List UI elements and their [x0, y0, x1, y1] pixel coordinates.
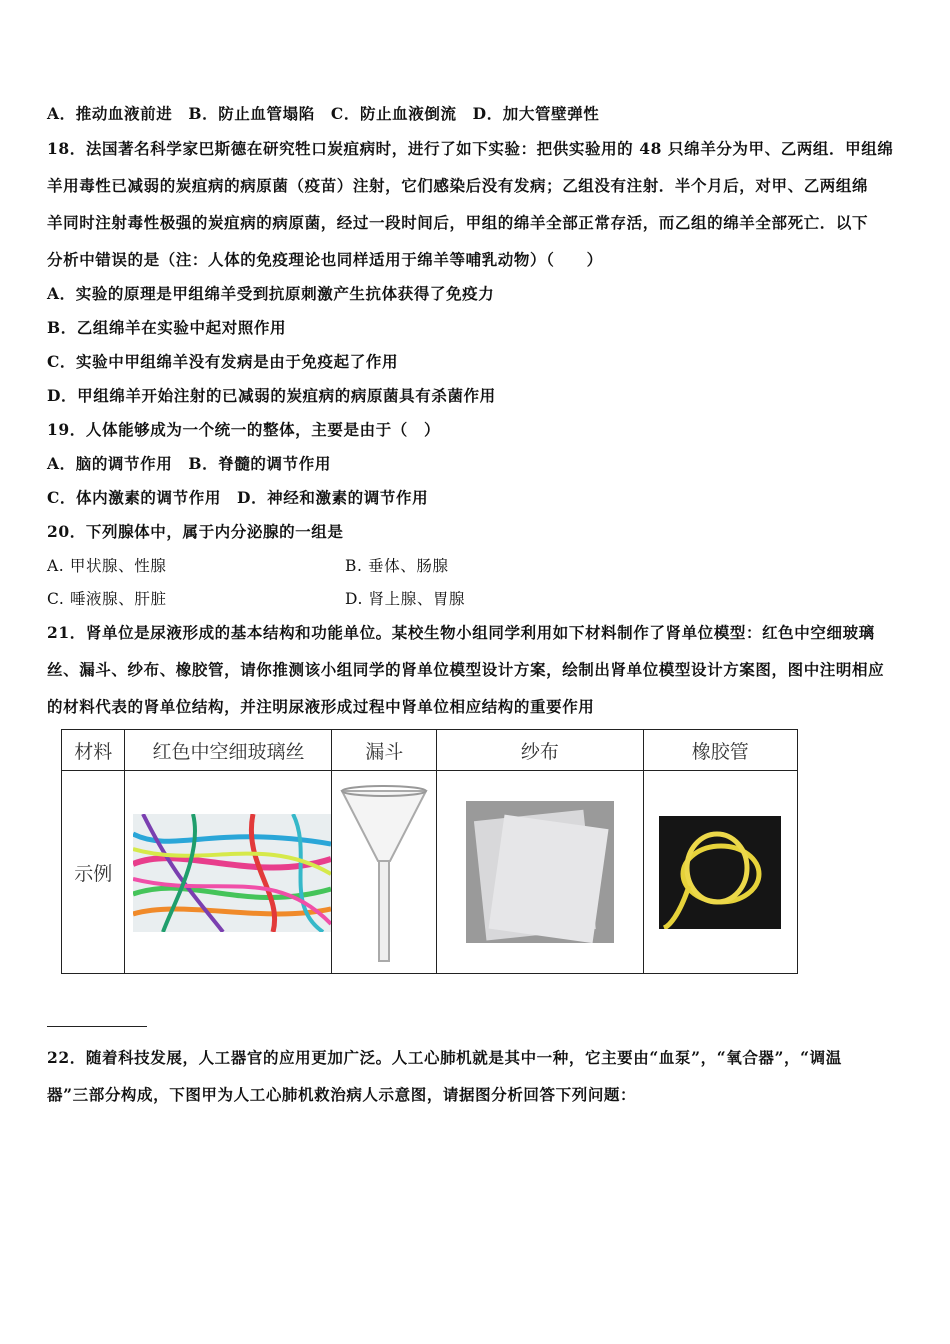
q18-stem-line-3: 羊同时注射毒性极强的炭疽病的病原菌，经过一段时间后，甲组的绵羊全部正常存活，而乙组的绵羊全部死亡．以下 [47, 213, 869, 232]
q19-options-line-1: A．脑的调节作用 B．脊髓的调节作用 [47, 454, 331, 473]
header-funnel: 漏斗 [332, 730, 437, 771]
q19-stem: 19．人体能够成为一个统一的整体，主要是由于（ ） [47, 420, 441, 439]
q17-options: A．推动血液前进 B．防止血管塌陷 C．防止血液倒流 D．加大管壁弹性 [47, 104, 600, 123]
q20-option-c: C. 唾液腺、肝脏 [47, 590, 167, 608]
materials-table [61, 729, 798, 974]
q18-stem-line-1: 18．法国著名科学家巴斯德在研究牲口炭疽病时，进行了如下实验：把供实验用的 48 只绵羊分为甲、乙两组．甲组绵 [47, 139, 894, 158]
q18-option-d: D．甲组绵羊开始注射的已减弱的炭疽病的病原菌具有杀菌作用 [47, 386, 496, 405]
q18-option-b: B．乙组绵羊在实验中起对照作用 [47, 318, 287, 337]
q18-option-a: A．实验的原理是甲组绵羊受到抗原刺激产生抗体获得了免疫力 [47, 284, 495, 303]
q21-stem-line-2: 丝、漏斗、纱布、橡胶管，请你推测该小组同学的肾单位模型设计方案，绘制出肾单位模型设计方案图，图中注明相应 [47, 660, 885, 679]
q22-stem-line-1: 22．随着科技发展，人工器官的应用更加广泛。人工心肺机就是其中一种，它主要由“血泵”，“氧合器”，“调温 [47, 1048, 842, 1067]
glass-fiber-image [125, 771, 332, 974]
q21-stem-line-1: 21．肾单位是尿液形成的基本结构和功能单位。某校生物小组同学利用如下材料制作了肾单位模型：红色中空细玻璃 [47, 623, 875, 642]
q20-option-b: B. 垂体、肠腺 [345, 557, 449, 575]
header-glass-fiber: 红色中空细玻璃丝 [125, 730, 332, 771]
q20-stem: 20．下列腺体中，属于内分泌腺的一组是 [47, 522, 344, 541]
q18-option-c: C．实验中甲组绵羊没有发病是由于免疫起了作用 [47, 352, 399, 371]
q18-stem-line-4: 分析中错误的是（注：人体的免疫理论也同样适用于绵羊等哺乳动物）（ ） [47, 250, 603, 269]
header-rubber-tube: 橡胶管 [643, 730, 797, 771]
q22-stem-line-2: 器”三部分构成，下图甲为人工心肺机救治病人示意图，请据图分析回答下列问题： [47, 1085, 637, 1104]
q20-options-row-2 [47, 587, 466, 609]
q18-stem-line-2: 羊用毒性已减弱的炭疽病的病原菌（疫苗）注射，它们感染后没有发病；乙组没有注射．半个月后，对甲、乙两组绵 [47, 176, 869, 195]
gauze-image [437, 771, 643, 974]
q20-options-row-1 [47, 554, 449, 576]
divider-rule [47, 1026, 147, 1027]
row-label-example: 示例 [62, 771, 125, 974]
header-gauze: 纱布 [437, 730, 643, 771]
q20-option-d: D. 肾上腺、胃腺 [345, 590, 466, 608]
header-material: 材料 [62, 730, 125, 771]
q20-option-a: A. 甲状腺、性腺 [47, 557, 167, 575]
funnel-image [332, 771, 437, 974]
q21-stem-line-3: 的材料代表的肾单位结构，并注明尿液形成过程中肾单位相应结构的重要作用 [47, 697, 595, 716]
rubber-tube-image [643, 771, 797, 974]
q19-options-line-2: C．体内激素的调节作用 D．神经和激素的调节作用 [47, 488, 429, 507]
